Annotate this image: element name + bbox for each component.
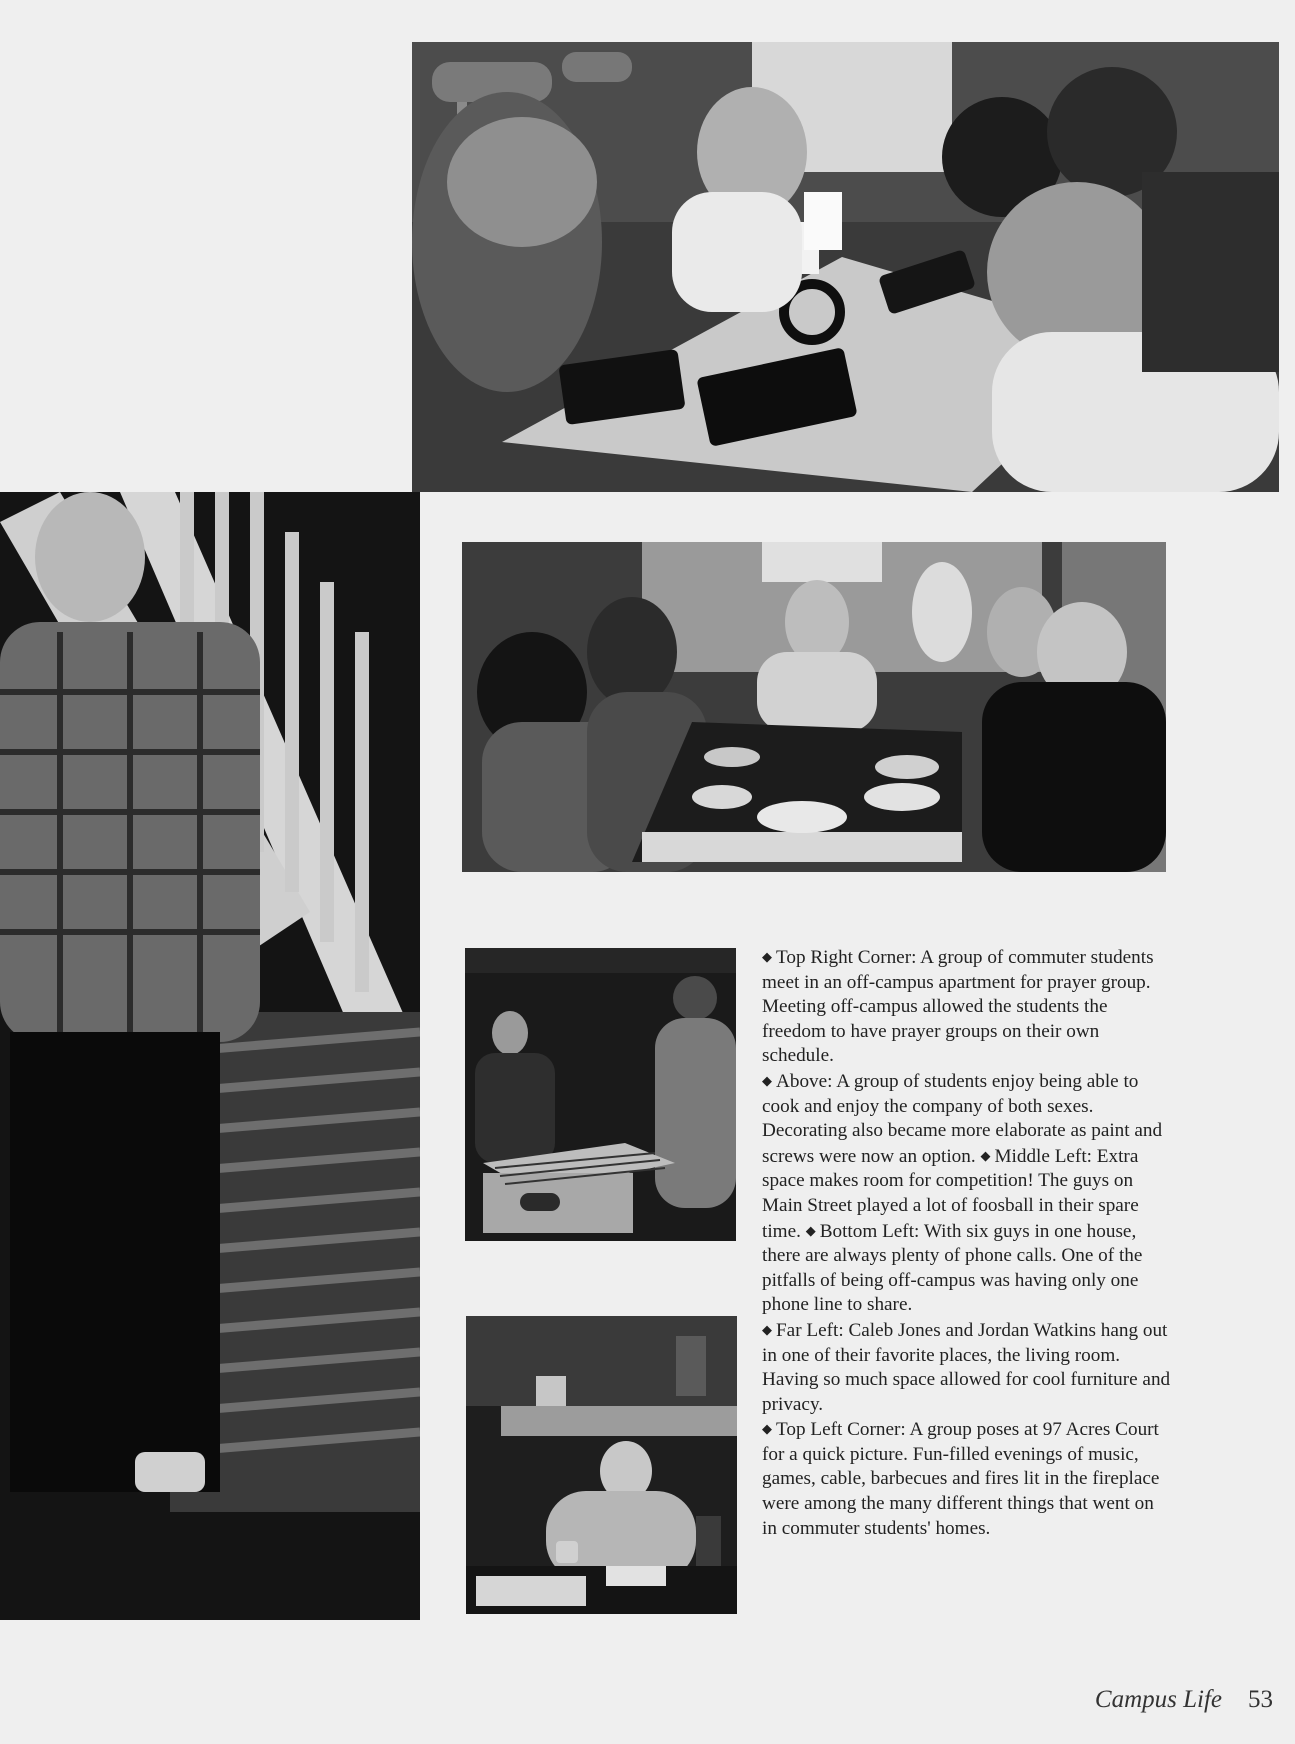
- caption-block: [762, 947, 1170, 1539]
- caption-lead: Top Left Corner:: [776, 1419, 906, 1441]
- caption-text: Caleb Jones and Jordan Watkins hang out in one of their favorite places, the living room. Having so much space allowed for cool furniture and privacy.: [762, 1319, 1171, 1415]
- caption-text: A group of students enjoy being able to cook and enjoy the company of both sexes. Decorating also became more elaborate as paint and screws were now an option.: [762, 1070, 1163, 1167]
- bullet-icon: ◆: [762, 1321, 772, 1337]
- caption-lead: Top Right Corner:: [776, 947, 917, 968]
- bullet-icon: ◆: [762, 1072, 772, 1088]
- caption-lead: Far Left:: [776, 1319, 844, 1341]
- caption-lead: Above:: [776, 1070, 833, 1092]
- living-room-photo: [0, 492, 420, 1620]
- caption-lead: Bottom Left:: [819, 1220, 920, 1242]
- page-number: 53: [1248, 1686, 1273, 1713]
- page-footer: [1095, 1686, 1273, 1714]
- dinner-photo: [462, 542, 1166, 872]
- prayer-group-photo: [412, 42, 1279, 492]
- bullet-icon: ◆: [980, 1147, 991, 1163]
- phone-call-photo: [466, 1316, 737, 1614]
- caption-text: With six guys in one house, there are always plenty of phone calls. One of the pitfalls of being off-campus was having only one phone line to share.: [762, 1220, 1143, 1316]
- photo-captions: [762, 945, 1172, 1541]
- caption-text: A group of commuter students meet in an off-campus apartment for prayer group. Meeting off-campus allowed the students the freedom to have prayer groups on their own schedule.: [762, 947, 1154, 1067]
- caption-lead: Middle Left:: [994, 1145, 1092, 1167]
- section-title: Campus Life: [1094, 1686, 1222, 1713]
- caption-text: Extra space makes room for competition! The guys on Main Street played a lot of foosball in their spare time.: [762, 1145, 1139, 1242]
- bullet-icon: ◆: [762, 949, 772, 964]
- caption-text: A group poses at 97 Acres Court for a quick picture. Fun-filled evenings of music, games, cable, barbecues and fires lit in the fireplace were among the many different things that went on in commuter students' homes.: [762, 1419, 1160, 1539]
- foosball-photo: [465, 948, 736, 1241]
- bullet-icon: ◆: [805, 1222, 816, 1238]
- bullet-icon: ◆: [762, 1421, 772, 1437]
